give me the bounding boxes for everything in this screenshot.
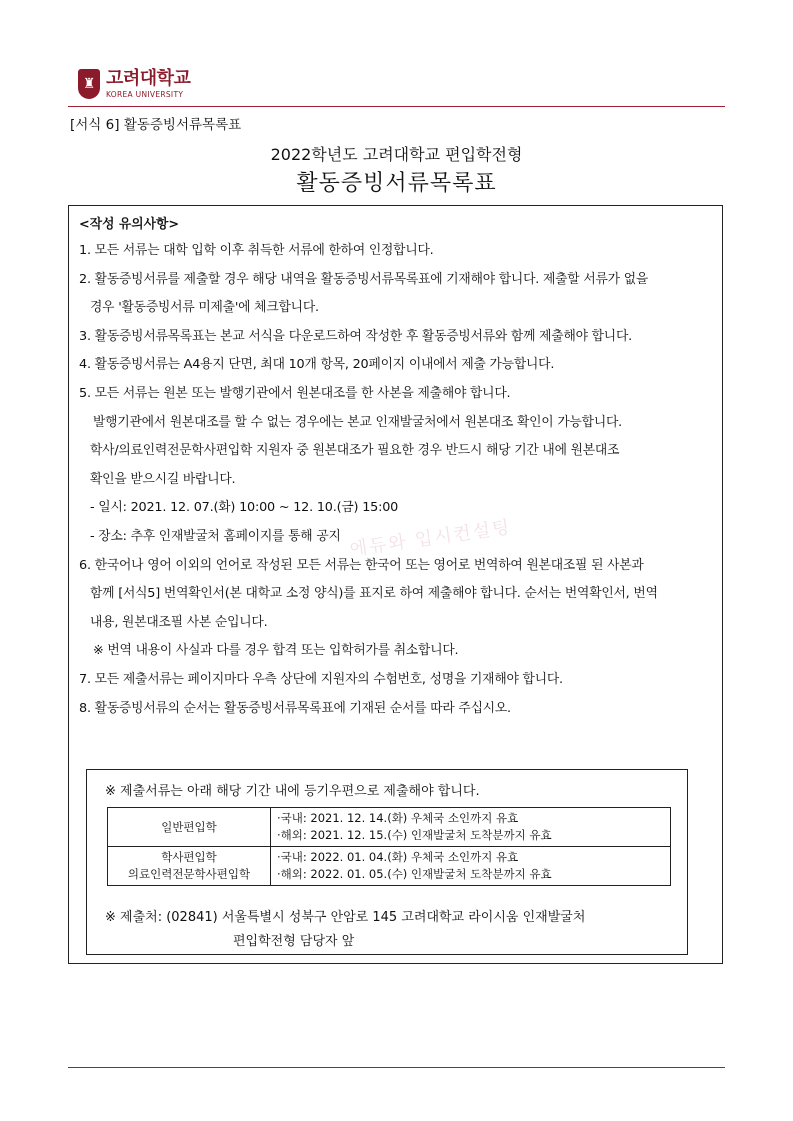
note-line: - 일시: 2021. 12. 07.(화) 10:00 ~ 12. 10.(금) 15:00	[90, 500, 399, 516]
note-line: 2. 활동증빙서류를 제출할 경우 해당 내역을 활동증빙서류목록표에 기재해야 합니다. 제출할 서류가 없을	[79, 271, 649, 287]
note-line: 확인을 받으시길 바랍니다.	[90, 471, 236, 487]
submission-box	[86, 769, 688, 955]
notes-list	[79, 212, 719, 723]
logo-name-korean: 고려대학교	[106, 67, 191, 89]
domestic-deadline: ·국내: 2021. 12. 14.(화) 우체국 소인까지 유효	[277, 811, 519, 825]
note-line: 내용, 원본대조필 사본 순입니다.	[90, 614, 268, 630]
admission-type: 의료인력전문학사편입학	[127, 867, 251, 881]
note-line: 함께 [서식5] 번역확인서(본 대학교 소정 양식)를 표지로 하여 제출해야 합니다. 순서는 번역확인서, 번역	[90, 586, 658, 602]
note-line: 6. 한국어나 영어 이외의 언어로 작성된 모든 서류는 한국어 또는 영어로 번역하여 원본대조필 된 사본과	[79, 557, 644, 573]
notes-heading: <작성 유의사항>	[79, 217, 180, 232]
note-line: 학사/의료인력전문학사편입학 지원자 중 원본대조가 필요한 경우 반드시 해당 기간 내에 원본대조	[90, 443, 620, 459]
note-line: 1. 모든 서류는 대학 입학 이후 취득한 서류에 한하여 인정합니다.	[79, 243, 434, 258]
deadline-cell	[271, 847, 671, 886]
form-label: [서식 6] 활동증빙서류목록표	[70, 117, 242, 133]
note-line: ※ 번역 내용이 사실과 다를 경우 합격 또는 입학허가를 취소합니다.	[93, 643, 459, 659]
document-subtitle: 2022학년도 고려대학교 편입학전형	[270, 145, 523, 164]
korea-university-emblem-icon: ♜	[78, 69, 100, 99]
admission-type-cell	[108, 808, 271, 847]
notes-box	[68, 205, 723, 964]
admission-type: 일반편입학	[161, 819, 217, 834]
submission-recipient: 편입학전형 담당자 앞	[233, 934, 355, 949]
footer-divider	[68, 1067, 725, 1068]
table-row	[108, 847, 671, 886]
document-title: 활동증빙서류목록표	[296, 171, 497, 196]
submission-notice: ※ 제출서류는 아래 해당 기간 내에 등기우편으로 제출해야 합니다.	[105, 784, 480, 799]
watermark: 에듀와 입시컨설팅	[348, 516, 513, 561]
note-line: 8. 활동증빙서류의 순서는 활동증빙서류목록표에 기재된 순서를 따라 주십시오.	[79, 700, 511, 716]
overseas-deadline: ·해외: 2022. 01. 05.(수) 인재발굴처 도착분까지 유효	[277, 867, 552, 881]
admission-type: 학사편입학	[161, 850, 217, 864]
note-line: - 장소: 추후 인재발굴처 홈페이지를 통해 공지	[90, 528, 341, 544]
logo	[78, 66, 190, 102]
header-divider	[68, 106, 725, 107]
note-line: 3. 활동증빙서류목록표는 본교 서식을 다운로드하여 작성한 후 활동증빙서류와 함께 제출해야 합니다.	[79, 328, 632, 344]
admission-type-cell	[108, 847, 271, 886]
note-line: 4. 활동증빙서류는 A4용지 단면, 최대 10개 항목, 20페이지 이내에서 제출 가능합니다.	[79, 357, 555, 373]
logo-name-english: KOREA UNIVERSITY	[106, 89, 184, 99]
deadline-cell	[271, 808, 671, 847]
submission-schedule-table	[107, 807, 671, 886]
note-line: 발행기관에서 원본대조를 할 수 없는 경우에는 본교 인재발굴처에서 원본대조 확인이 가능합니다.	[93, 414, 623, 430]
domestic-deadline: ·국내: 2022. 01. 04.(화) 우체국 소인까지 유효	[277, 850, 519, 864]
note-line: 5. 모든 서류는 원본 또는 발행기관에서 원본대조를 한 사본을 제출해야 합니다.	[79, 385, 511, 401]
overseas-deadline: ·해외: 2021. 12. 15.(수) 인재발굴처 도착분까지 유효	[277, 828, 552, 842]
table-row	[108, 808, 671, 847]
note-line: 7. 모든 제출서류는 페이지마다 우측 상단에 지원자의 수험번호, 성명을 기재해야 합니다.	[79, 671, 563, 687]
note-line: 경우 '활동증빙서류 미제출'에 체크합니다.	[90, 300, 319, 316]
submission-address: ※ 제출처: (02841) 서울특별시 성북구 안암로 145 고려대학교 라이시움 인재발굴처	[105, 910, 586, 925]
